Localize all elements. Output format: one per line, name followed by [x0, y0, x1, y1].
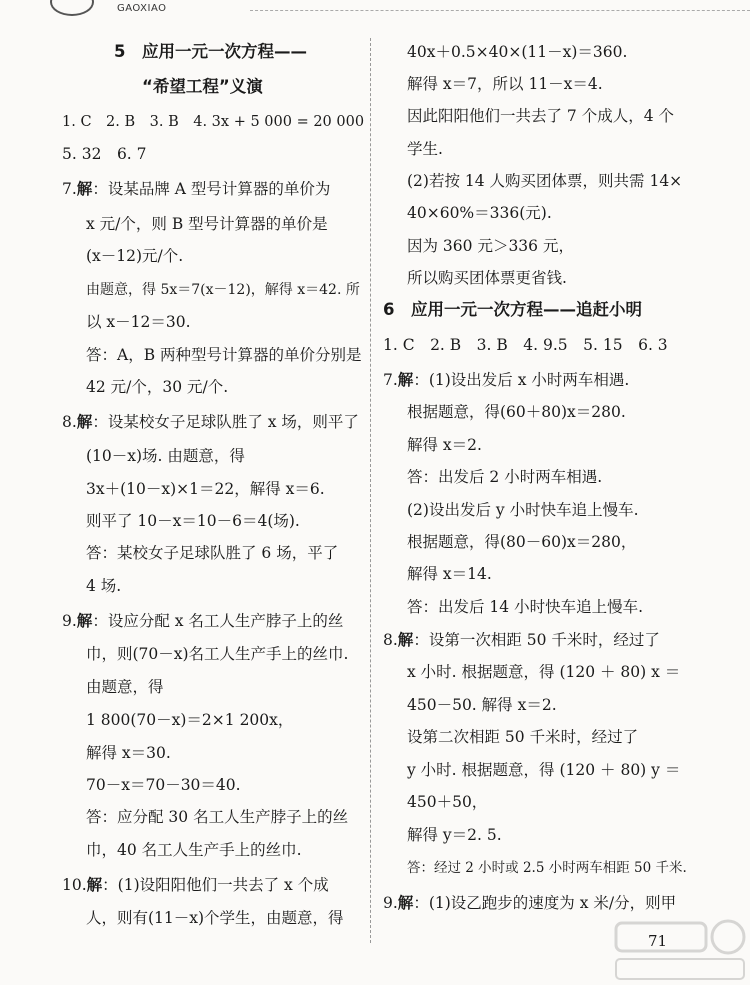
line-text: ：(1)设乙跑步的速度为 x 米/分，则甲 — [413, 894, 677, 912]
line-text: 则平了 10－x＝10－6＝4(场). — [86, 512, 300, 530]
answer-line — [86, 710, 293, 730]
answer-line — [407, 106, 674, 126]
answer-line — [407, 435, 482, 455]
answer-line — [86, 214, 328, 234]
answer-line — [62, 611, 343, 631]
line-text: ：设第一次相距 50 千米时，经过了 — [413, 631, 660, 649]
question-number: 9. — [383, 894, 398, 912]
answer-line — [407, 662, 680, 682]
line-text: 根据题意，得(80－60)x＝280， — [407, 533, 637, 551]
header-rule — [250, 10, 750, 11]
line-text: x 元/个，则 B 型号计算器的单价是 — [86, 215, 328, 233]
line-text: 1 800(70－x)＝2×1 200x， — [86, 711, 294, 729]
line-text: 6 应用一元一次方程——追赶小明 — [383, 300, 642, 319]
answer-line — [383, 335, 668, 355]
line-text: ：设某校女子足球队胜了 x 场，则平了 — [92, 413, 359, 431]
line-text: 因此阳阳他们一共去了 7 个成人，4 个 — [407, 107, 675, 125]
answer-line — [86, 775, 241, 795]
line-text: 1. C 2. B 3. B 4. 9.5 5. 15 6. 3 — [383, 336, 668, 354]
solution-label: 解 — [76, 180, 93, 198]
answer-line — [62, 112, 364, 132]
line-text: 3x＋(10－x)×1＝22，解得 x＝6. — [86, 480, 325, 498]
line-text: x 小时. 根据题意，得 (120 ＋ 80) x ＝ — [407, 663, 681, 681]
answer-line — [62, 412, 359, 432]
page-header — [0, 0, 750, 22]
answer-line — [407, 564, 492, 584]
line-text: 解得 x＝14. — [407, 565, 492, 583]
question-number: 10. — [62, 876, 87, 894]
line-text: ：设某品牌 A 型号计算器的单价为 — [92, 180, 331, 198]
answer-line — [86, 543, 338, 563]
solution-label: 解 — [397, 631, 414, 649]
answer-line — [407, 532, 636, 552]
line-text: (2)设出发后 y 小时快车追上慢车. — [407, 501, 639, 519]
answer-line — [407, 727, 638, 747]
line-text: 40×60%＝336(元). — [407, 204, 552, 222]
answer-line — [86, 280, 360, 300]
answer-line — [86, 908, 344, 928]
watermark-logo — [610, 915, 750, 985]
line-text: 答：某校女子足球队胜了 6 场，平了 — [86, 544, 339, 562]
answer-line — [407, 139, 443, 159]
answer-line — [407, 402, 626, 422]
answer-line — [86, 807, 348, 827]
answer-line — [383, 893, 676, 913]
question-number: 9. — [62, 612, 77, 630]
line-text: 40x＋0.5×40×(11－x)＝360. — [407, 43, 628, 61]
line-text: 解得 x＝2. — [407, 436, 482, 454]
answer-line — [86, 377, 228, 397]
line-text: 答：出发后 2 小时两车相遇. — [407, 468, 603, 486]
answer-line — [407, 42, 627, 62]
solution-label: 解 — [397, 371, 414, 389]
line-text: y 小时. 根据题意，得 (120 ＋ 80) y ＝ — [407, 761, 681, 779]
answer-line — [407, 203, 552, 223]
line-text: 5. 32 6. 7 — [62, 145, 147, 163]
line-text: ：设应分配 x 名工人生产脖子上的丝 — [92, 612, 344, 630]
section-title — [142, 77, 263, 97]
line-text: 5 应用一元一次方程—— — [114, 42, 307, 61]
answer-line — [407, 268, 567, 288]
solution-label: 解 — [76, 413, 93, 431]
answer-line — [407, 792, 487, 812]
page-number: 71 — [648, 932, 668, 950]
answer-line — [86, 840, 302, 860]
line-text: 答：A，B 两种型号计算器的单价分别是 — [86, 346, 362, 364]
logo-mark — [50, 0, 94, 16]
answer-line — [86, 511, 300, 531]
answer-line — [407, 825, 502, 845]
answer-line — [86, 246, 183, 266]
line-text: 以 x－12＝30. — [86, 313, 191, 331]
column-divider — [370, 38, 371, 943]
line-text: 人，则有(11－x)个学生，由题意，得 — [86, 909, 344, 927]
line-text: 由题意，得 — [86, 678, 164, 696]
answer-line — [86, 446, 245, 466]
line-text: 所以购买团体票更省钱. — [407, 269, 567, 287]
line-text: 70－x＝70－30＝40. — [86, 776, 241, 794]
solution-label: 解 — [397, 894, 414, 912]
line-text: (10－x)场. 由题意，得 — [86, 447, 245, 465]
question-number: 8. — [383, 631, 398, 649]
answer-line — [86, 479, 325, 499]
line-text: 1. C 2. B 3. B 4. 3x + 5 000 = 20 000 — [62, 114, 365, 130]
line-text: 450＋50， — [407, 793, 488, 811]
line-text: 因为 360 元＞336 元， — [407, 237, 574, 255]
solution-label: 解 — [86, 876, 103, 894]
line-text: (2)若按 14 人购买团体票，则共需 14× — [407, 172, 683, 190]
line-text: ：(1)设出发后 x 小时两车相遇. — [413, 371, 630, 389]
answer-line — [407, 858, 687, 878]
line-text: 根据题意，得(60＋80)x＝280. — [407, 403, 626, 421]
header-brand: GAOXIAO — [117, 3, 167, 14]
answer-line — [407, 500, 639, 520]
line-text: 巾，40 名工人生产手上的丝巾. — [86, 841, 302, 859]
answer-line — [86, 677, 164, 697]
line-text: “希望工程”义演 — [142, 77, 263, 96]
answer-line — [407, 74, 603, 94]
line-text: 答：出发后 14 小时快车追上慢车. — [407, 598, 644, 616]
line-text: 解得 x＝7，所以 11－x＝4. — [407, 75, 603, 93]
answer-line — [62, 144, 147, 164]
line-text: 解得 x＝30. — [86, 744, 171, 762]
line-text: 450－50. 解得 x＝2. — [407, 696, 557, 714]
answer-line — [62, 875, 329, 895]
answer-line — [407, 695, 557, 715]
answer-line — [62, 179, 330, 199]
line-text: 4 场. — [86, 577, 122, 595]
answer-line — [86, 576, 121, 596]
answer-line — [86, 345, 362, 365]
line-text: 答：应分配 30 名工人生产脖子上的丝 — [86, 808, 349, 826]
answer-line — [407, 597, 643, 617]
line-text: ：(1)设阳阳他们一共去了 x 个成 — [102, 876, 329, 894]
question-number: 7. — [62, 180, 77, 198]
answer-line — [407, 760, 680, 780]
answer-line — [407, 467, 602, 487]
answer-line — [86, 644, 349, 664]
line-text: 解得 y＝2. 5. — [407, 826, 502, 844]
answer-line — [407, 171, 682, 191]
line-text: 巾，则(70－x)名工人生产手上的丝巾. — [86, 645, 349, 663]
question-number: 8. — [62, 413, 77, 431]
line-text: 由题意，得 5x＝7(x－12)，解得 x＝42. 所 — [86, 282, 360, 298]
answer-line — [86, 312, 191, 332]
question-number: 7. — [383, 371, 398, 389]
line-text: (x－12)元/个. — [86, 247, 184, 265]
answer-line — [383, 370, 629, 390]
line-text: 学生. — [407, 140, 443, 158]
answer-line — [407, 236, 574, 256]
line-text: 42 元/个，30 元/个. — [86, 378, 229, 396]
line-text: 设第二次相距 50 千米时，经过了 — [407, 728, 639, 746]
section-title — [114, 42, 307, 62]
line-text: 答：经过 2 小时或 2.5 小时两车相距 50 千米. — [407, 860, 687, 876]
answer-line — [86, 743, 171, 763]
section-title — [383, 300, 642, 320]
solution-label: 解 — [76, 612, 93, 630]
answer-line — [383, 630, 660, 650]
